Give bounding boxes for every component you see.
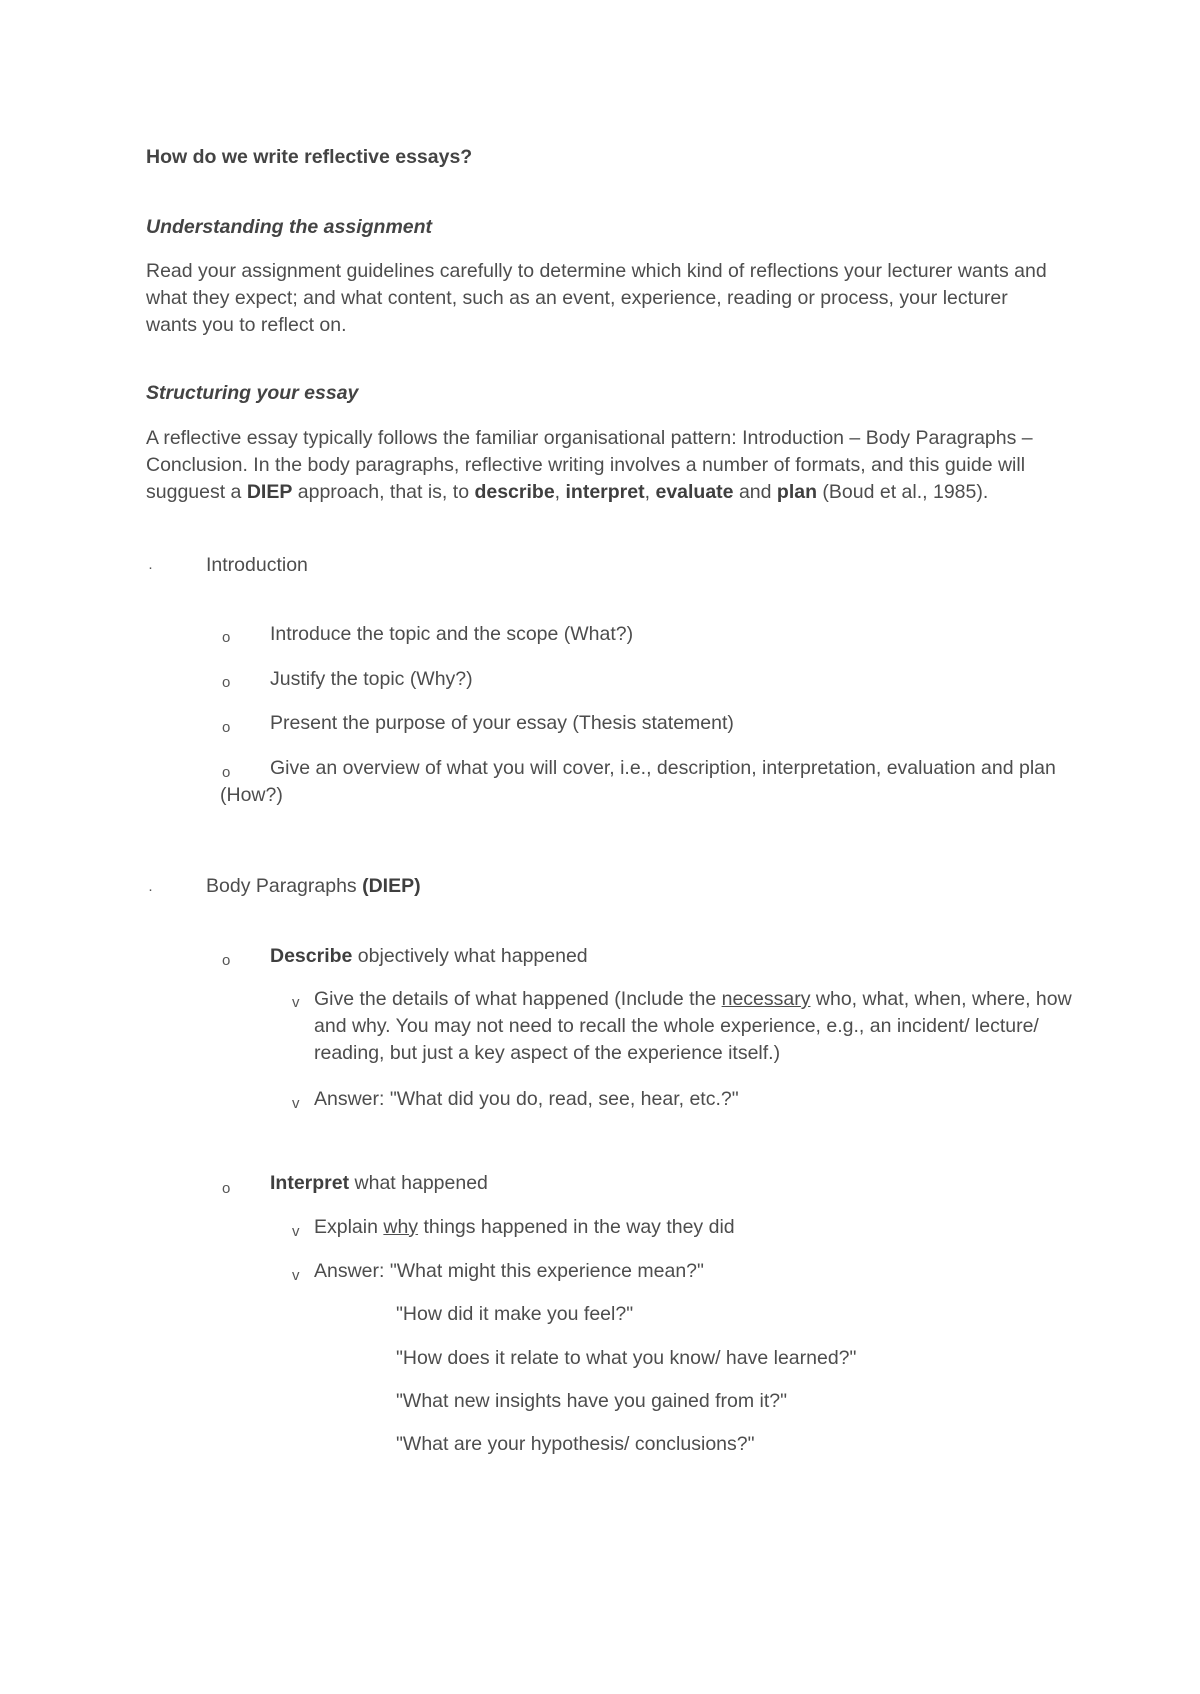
check-marker: v [292, 1223, 300, 1240]
document-title: How do we write reflective essays? [146, 146, 473, 168]
interpret-answer: Answer: "What might this experience mean?" [314, 1260, 704, 1282]
plan-term: plan [776, 481, 817, 503]
bullet-marker: · [148, 881, 153, 898]
circle-marker: o [222, 1180, 231, 1197]
circle-marker: o [222, 764, 231, 781]
interpret-explain: Explain why things happened in the way they did [314, 1216, 735, 1238]
introduction-label: Introduction [206, 554, 308, 576]
bullet-marker: · [148, 559, 153, 576]
interpret-question-2: "How does it relate to what you know/ have learned?" [396, 1347, 857, 1369]
section-heading-understanding: Understanding the assignment [146, 216, 433, 238]
intro-item-2: Justify the topic (Why?) [270, 668, 473, 690]
check-marker: v [292, 1095, 300, 1112]
diep-term: DIEP [246, 481, 293, 503]
interpret-heading: Interpret what happened [270, 1172, 488, 1194]
section-heading-structuring: Structuring your essay [146, 382, 359, 404]
check-marker: v [292, 1267, 300, 1284]
evaluate-term: evaluate [655, 481, 734, 503]
intro-item-3: Present the purpose of your essay (Thesis statement) [270, 712, 734, 734]
interpret-question-3: "What new insights have you gained from it?" [396, 1390, 788, 1412]
intro-item-4: Give an overview of what you will cover, i.e., description, interpretation, evaluation and plan (How?) [220, 757, 1056, 806]
check-marker: v [292, 994, 300, 1011]
interpret-term: interpret [565, 481, 645, 503]
underlined-why: why [383, 1216, 419, 1238]
interpret-question-4: "What are your hypothesis/ conclusions?" [396, 1433, 755, 1455]
describe-detail: Give the details of what happened (Include the necessary who, what, when, where, how and why. You may not need to recall the whole experience, e.g., an incident/ lecture/ reading, but just a key aspect of the experience itself.) [314, 988, 1072, 1064]
understanding-paragraph: Read your assignment guidelines carefully to determine which kind of reflections your lecturer wants and what they expect; and what content, such as an event, experience, reading or process, your lecturer wants you to reflect on. [146, 260, 1047, 336]
describe-answer: Answer: "What did you do, read, see, hear, etc.?" [314, 1088, 739, 1110]
interpret-question-1: "How did it make you feel?" [396, 1303, 634, 1325]
circle-marker: o [222, 719, 231, 736]
intro-item-1: Introduce the topic and the scope (What?) [270, 623, 634, 645]
underlined-necessary: necessary [721, 988, 811, 1010]
circle-marker: o [222, 674, 231, 691]
circle-marker: o [222, 952, 231, 969]
describe-heading: Describe objectively what happened [270, 945, 588, 967]
describe-term: describe [474, 481, 555, 503]
circle-marker: o [222, 629, 231, 646]
structuring-paragraph: A reflective essay typically follows the familiar organisational pattern: Introduction – Body Paragraphs – Conclusion. In the body paragraphs, reflective writing involves a number of formats, and this guide will sugguest a DIEP approach, that is, to describe, interpret, evaluate and plan (Boud et al., 1985). [146, 427, 1033, 503]
body-paragraphs-label: Body Paragraphs (DIEP) [206, 875, 421, 897]
